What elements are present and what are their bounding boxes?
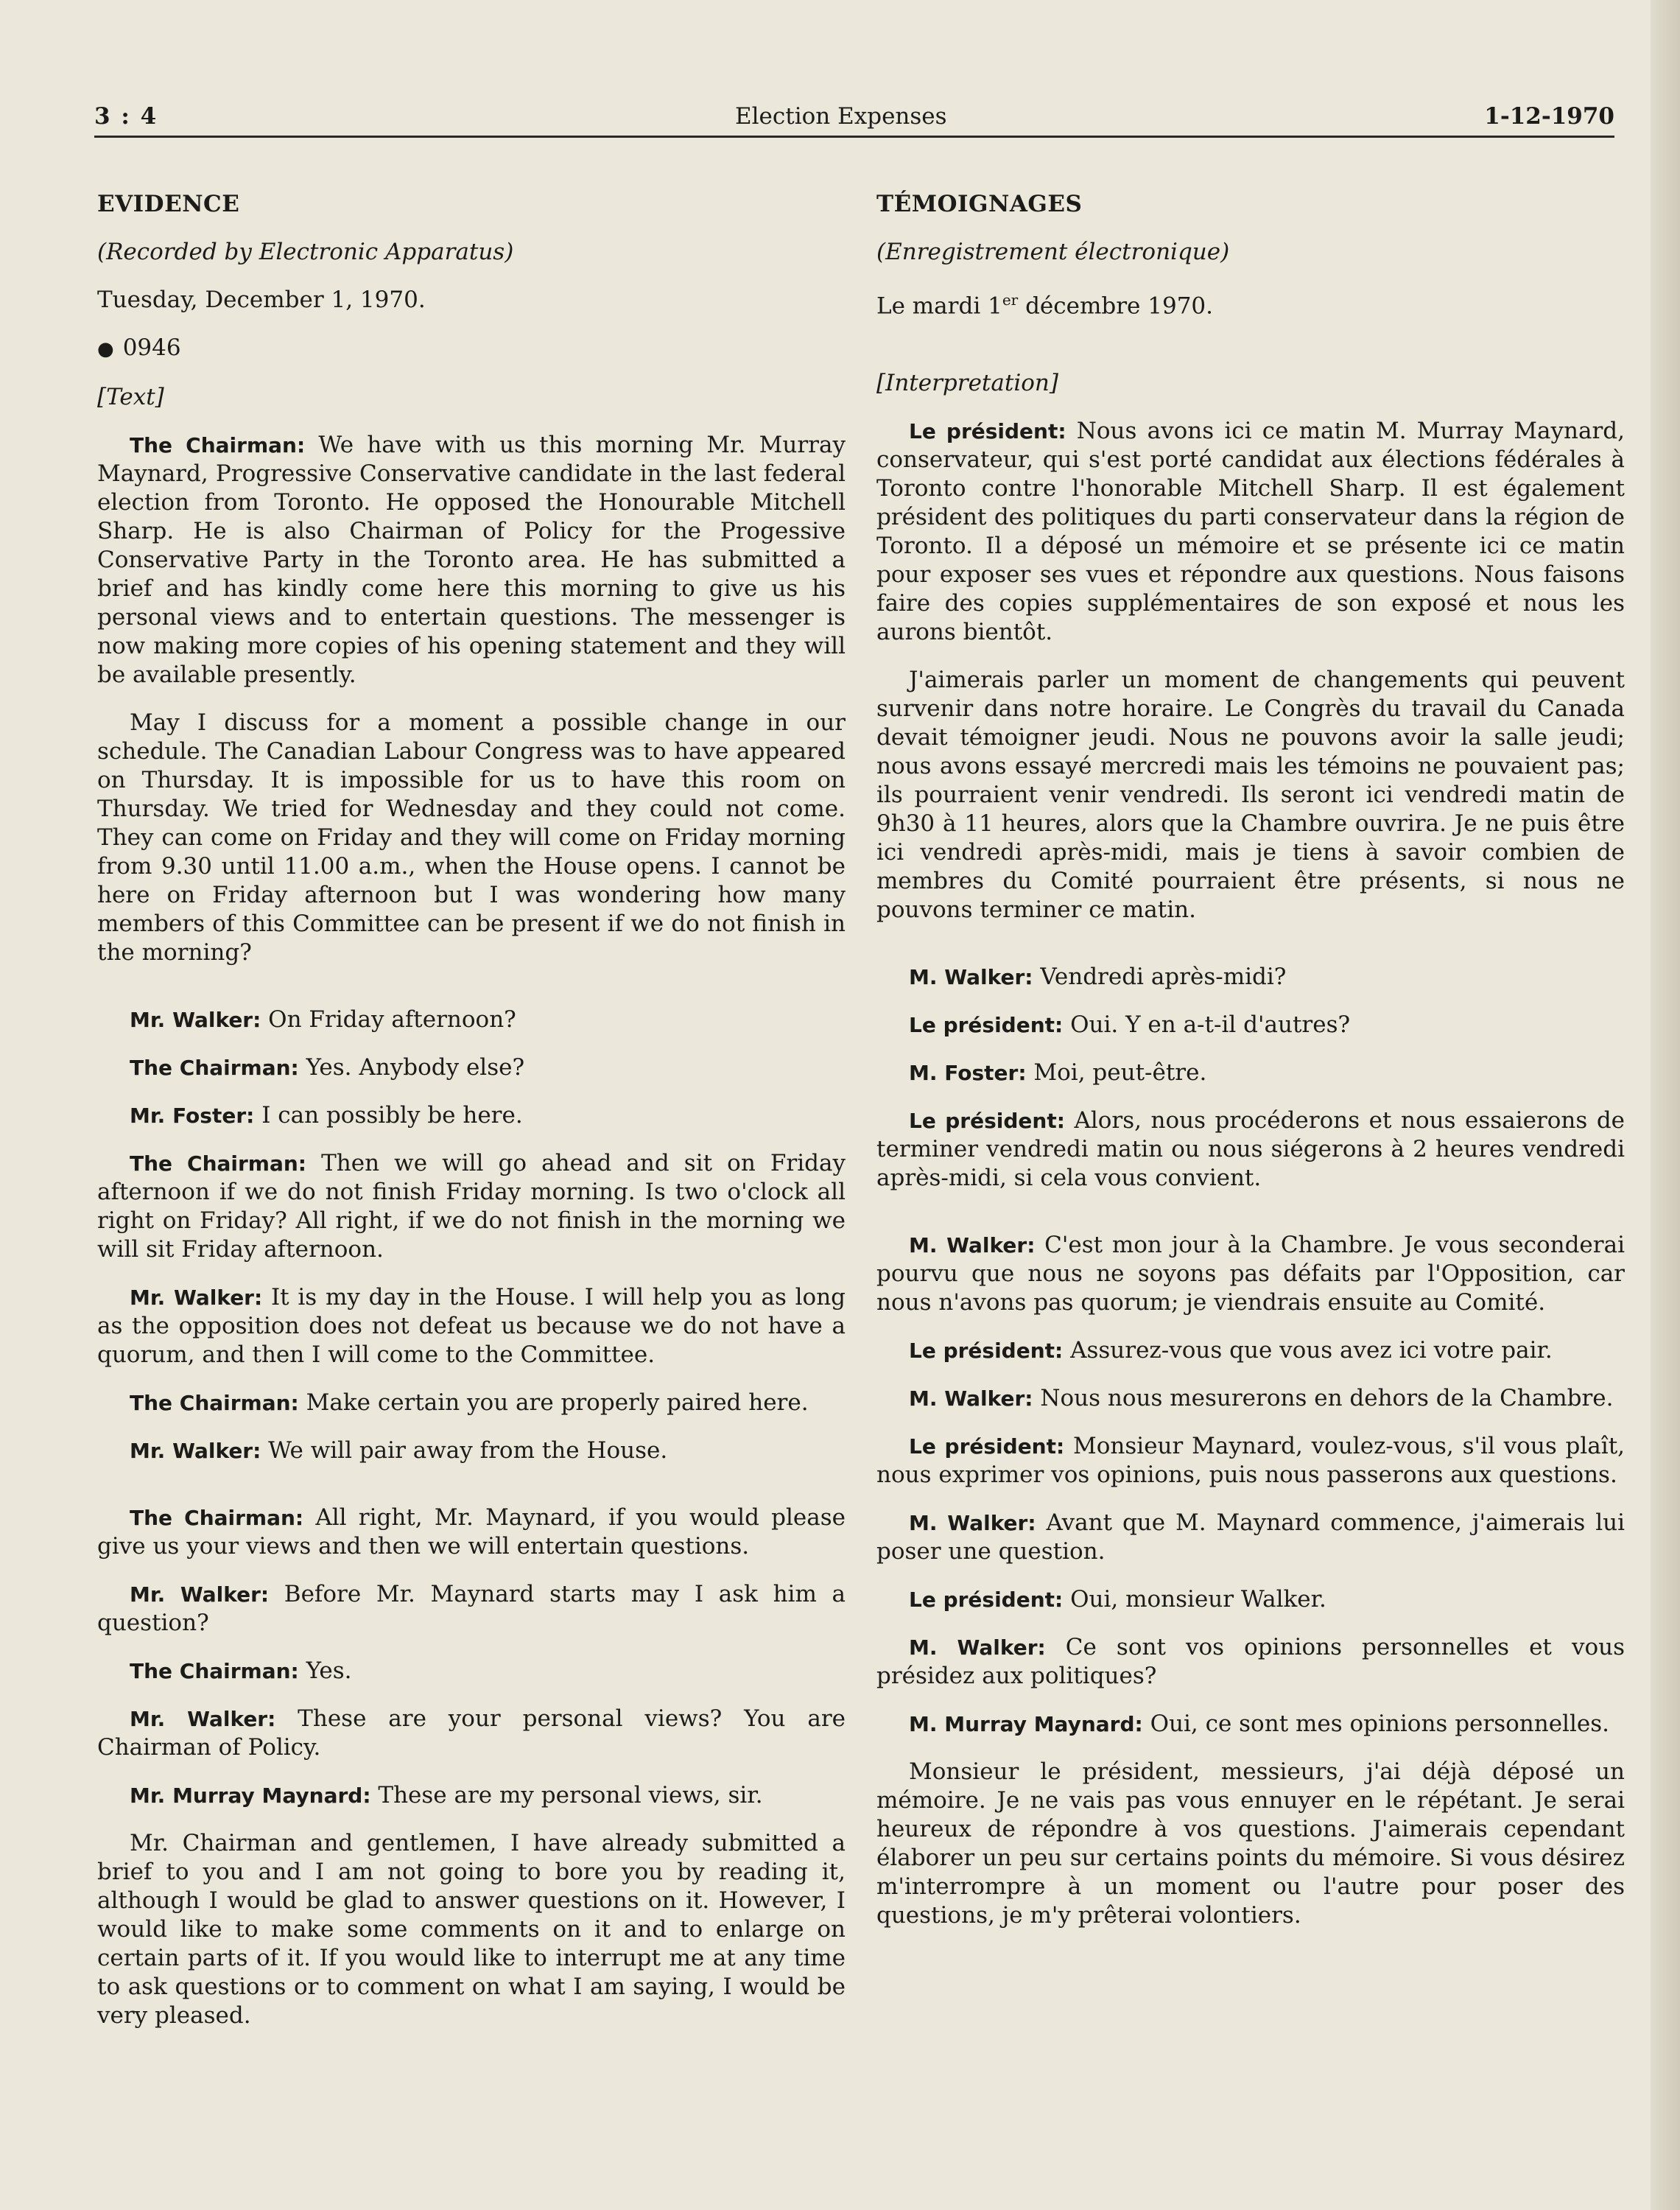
speech-text: May I discuss for a moment a possible change in our schedule. The Canadian Labour Congress was to have appeared on Thursday. It is impossible for us to have this room on Thursday. We tried for Wednesday and they could not come. They can come on Friday and they will come on Friday morning from 9.30 until 11.00 a.m., when the House opens. I cannot be here on Friday afternoon but I was wondering how many members of this Committee can be present if we do not finish in the morning? [97,709,846,966]
speaker-name: Mr. Walker: [130,1439,261,1463]
speech-text: I can possibly be here. [254,1102,523,1129]
evidence-subheading: (Recorded by Electronic Apparatus) [97,239,514,265]
page-number: 3 : 4 [94,103,158,130]
speaker-name: M. Murray Maynard: [909,1712,1143,1737]
speech-text: We will pair away from the House. [261,1437,668,1464]
transcript-paragraph [876,1585,1625,1614]
transcript-paragraph [97,1657,846,1685]
speaker-name: The Chairman: [130,1391,299,1415]
section-tag-fr: [Interpretation] [876,370,1058,397]
transcript-paragraph [876,1509,1625,1566]
transcript-paragraph [876,1384,1625,1413]
timestamp-value: 0946 [122,334,181,361]
transcript-paragraph [876,1710,1625,1739]
speaker-name: M. Foster: [909,1061,1027,1086]
bullet-icon: ● [97,338,114,360]
french-column [876,190,1625,1949]
evidence-heading: EVIDENCE [97,191,240,217]
transcript-paragraph [97,1149,846,1264]
transcript-paragraph [876,1106,1625,1193]
speech-text: All right, Mr. Maynard, if you would please give us your views and then we will entertain questions. [97,1504,846,1560]
speech-text: Oui, monsieur Walker. [1063,1586,1326,1613]
speech-text: Monsieur le président, messieurs, j'ai déjà déposé un mémoire. Je ne vais pas vous ennuyer en le répétant. Je serai heureux de répondre à vos questions. J'aimerais cependant élaborer un peu sur certains points du mémoire. Si vous désirez m'interrompre à un moment ou l'autre pour poser des questions, je m'y prêterai volontiers. [876,1758,1625,1929]
speaker-name: Mr. Walker: [130,1582,270,1607]
speech-text: Moi, peut-être. [1026,1059,1207,1087]
transcript-paragraph [97,709,846,967]
running-title: Election Expenses [735,103,947,130]
header-date: 1-12-1970 [1484,103,1614,130]
transcript-paragraph [97,1705,846,1762]
transcript-paragraph [97,431,846,690]
speech-text: J'aimerais parler un moment de changements qui peuvent survenir dans notre horaire. Le Congrès du travail du Canada devait témoigner jeudi. Nous ne pouvons avoir la salle jeudi; nous avons essayé mercredi mais les témoins ne pouvaient pas; ils pourraient venir vendredi. Ils seront ici vendredi matin de 9h30 à 11 heures, alors que la Chambre ouvrira. Je ne puis être ici vendredi après-midi, mais je tiens à savoir combien de membres du Comité pourraient être présents, si nous ne pouvons terminer ce matin. [876,667,1625,924]
speaker-name: M. Walker: [909,1386,1033,1411]
speaker-name: Mr. Murray Maynard: [130,1783,371,1808]
speech-text: Before Mr. Maynard starts may I ask him a question? [97,1581,846,1636]
page-header [94,99,1614,138]
speech-text: It is my day in the House. I will help you as long as the opposition does not defeat us because we do not have a quorum, and then I will come to the Committee. [97,1284,846,1368]
speaker-name: M. Walker: [909,965,1033,990]
speaker-name: Mr. Walker: [130,1008,261,1032]
speech-text: We have with us this morning Mr. Murray Maynard, Progressive Conservative candidate in the last federal election from Toronto. He opposed the Honourable Mitchell Sharp. He is also Chairman of Policy for the Progessive Conservative Party in the Toronto area. He has submitted a brief and has kindly come here this morning to give us his personal views and to entertain questions. The messenger is now making more copies of his opening statement and they will be available presently. [97,432,846,688]
transcript-paragraph [876,417,1625,647]
transcript-paragraph [876,1432,1625,1490]
transcript-paragraph [97,1580,846,1638]
speech-text: On Friday afternoon? [261,1006,516,1033]
temoignages-heading: TÉMOIGNAGES [876,191,1083,217]
speaker-name: The Chairman: [130,1659,299,1683]
speaker-name: M. Walker: [909,1511,1036,1536]
transcript-paragraph [876,1059,1625,1087]
transcript-paragraph [876,963,1625,992]
speech-text: Oui, ce sont mes opinions personnelles. [1142,1711,1609,1738]
speech-text: Oui. Y en a-t-il d'autres? [1063,1011,1351,1039]
session-date: Tuesday, December 1, 1970. [97,287,426,313]
speech-text: Vendredi après-midi? [1033,964,1287,991]
speech-text: Ce sont vos opinions personnelles et vous présidez aux politiques? [876,1634,1625,1690]
speaker-name: The Chairman: [130,433,306,457]
speaker-name: Mr. Foster: [130,1104,255,1128]
speaker-name: M. Walker: [909,1233,1036,1258]
transcript-paragraph [876,1336,1625,1365]
speech-text: Yes. [298,1658,352,1684]
transcript-paragraph [97,1053,846,1082]
transcript-paragraph [97,1436,846,1465]
speech-text: Make certain you are properly paired here. [298,1389,809,1416]
speaker-name: M. Walker: [909,1635,1046,1660]
speech-text: Assurez-vous que vous avez ici votre pair. [1063,1337,1553,1364]
speaker-name: The Chairman: [130,1151,307,1176]
speaker-name: Le président: [909,1588,1064,1613]
speaker-name: The Chairman: [130,1056,299,1080]
speech-text: Mr. Chairman and gentlemen, I have already submitted a brief to you and I am not going to bore you by reading it, although I would be glad to answer questions on it. However, I would like to make some comments on it and to enlarge on certain parts of it. If you would like to interrupt me at any time to ask questions or to comment on what I am saying, I would be very pleased. [97,1830,846,2029]
transcript-paragraph [97,1781,846,1810]
speech-text: These are my personal views, sir. [370,1782,763,1809]
transcript-paragraph [97,1829,846,2030]
speech-text: Yes. Anybody else? [298,1054,525,1081]
speech-text: C'est mon jour à la Chambre. Je vous seconderai pourvu que nous ne soyons pas défaits par l'Opposition, car nous n'avons pas quorum; je viendrais ensuite au Comité. [876,1232,1625,1316]
transcript-paragraph [97,1006,846,1034]
section-tag: [Text] [97,384,164,410]
date-prefix: Le mardi 1 [876,292,1002,320]
speaker-name: Le président: [909,1109,1065,1134]
speech-text: Avant que M. Maynard commence, j'aimerais lui poser une question. [876,1509,1625,1565]
transcript-paragraph [97,1283,846,1369]
transcript-paragraph [876,1011,1625,1039]
speaker-name: Le président: [909,1013,1064,1038]
transcript-paragraph [876,666,1625,925]
session-date-fr [876,286,1625,320]
transcript-paragraph [97,1504,846,1561]
temoignages-subheading: (Enregistrement électronique) [876,239,1230,265]
timestamp [97,334,846,364]
speaker-name: Le président: [909,419,1066,444]
speaker-name: Mr. Walker: [130,1707,276,1731]
transcript-paragraph [876,1758,1625,1930]
speaker-name: Le président: [909,1339,1064,1364]
speech-text: Monsieur Maynard, voulez-vous, s'il vous plaît, nous exprimer vos opinions, puis nous passerons aux questions. [876,1433,1625,1489]
english-column [97,190,846,2049]
speaker-name: Mr. Walker: [130,1285,263,1310]
page-binding-shadow [1651,0,1680,2210]
speech-text: Alors, nous procéderons et nous essaierons de terminer vendredi matin ou nous siégerons à 2 heures vendredi après-midi, si cela vous convient. [876,1107,1625,1192]
transcript-paragraph [97,1389,846,1417]
speaker-name: The Chairman: [130,1506,304,1530]
speaker-name: Le président: [909,1434,1065,1459]
transcript-paragraph [97,1101,846,1130]
speech-text: These are your personal views? You are Chairman of Policy. [97,1705,846,1761]
transcript-paragraph [876,1231,1625,1317]
speech-text: Nous avons ici ce matin M. Murray Maynard, conservateur, qui s'est porté candidat aux élections fédérales à Toronto contre l'honorable Mitchell Sharp. Il est également président des politiques du parti conservateur dans la région de Toronto. Il a déposé un mémoire et se présente ici ce matin pour exposer ses vues et répondre aux questions. Nous faisons faire des copies supplémentaires de son exposé et nous les aurons bientôt. [876,418,1625,646]
transcript-paragraph [876,1633,1625,1691]
speech-text: Nous nous mesurerons en dehors de la Chambre. [1033,1385,1614,1412]
date-suffix: décembre 1970. [1018,292,1213,320]
speech-text: Then we will go ahead and sit on Friday afternoon if we do not finish Friday morning. Is two o'clock all right on Friday? All right, if we do not finish in the morning we will sit Friday afternoon. [97,1150,846,1263]
date-superscript: er [1002,291,1019,309]
